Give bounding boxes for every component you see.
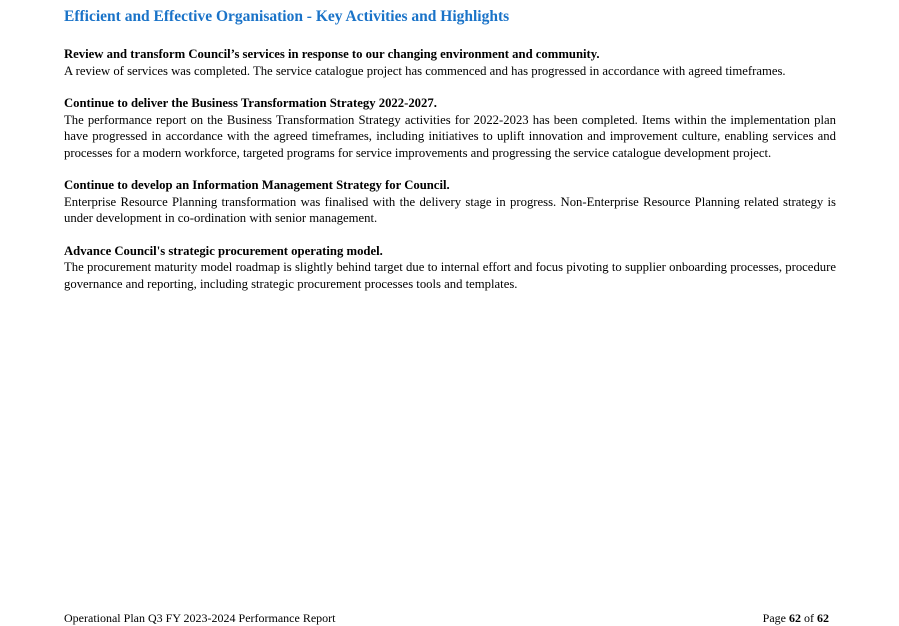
footer-report-name: Operational Plan Q3 FY 2023-2024 Performance Report — [64, 611, 336, 625]
section-business-transformation — [64, 95, 836, 161]
section-procurement — [64, 243, 836, 293]
content-area — [64, 46, 836, 308]
page-separator: of — [804, 611, 814, 625]
section-body: A review of services was completed. The service catalogue project has commenced and has progressed in accordance with agreed timeframes. — [64, 63, 786, 78]
section-heading: Advance Council's strategic procurement operating model. — [64, 243, 383, 258]
section-information-management — [64, 177, 836, 227]
section-body: Enterprise Resource Planning transformation was finalised with the delivery stage in progress. Non-Enterprise Resource Planning related strategy is under development in co-ordination with senior management. — [64, 194, 836, 225]
page-total: 62 — [817, 611, 829, 625]
section-heading: Continue to deliver the Business Transformation Strategy 2022-2027. — [64, 96, 437, 110]
page-footer — [64, 611, 829, 625]
page-title: Efficient and Effective Organisation - Key Activities and Highlights — [64, 8, 510, 25]
page-number — [763, 611, 829, 625]
section-body: The procurement maturity model roadmap is slightly behind target due to internal effort and focus pivoting to supplier onboarding processes, procedure governance and reporting, including strategic procurement processes tools and templates. — [64, 260, 836, 291]
page-prefix: Page — [762, 611, 786, 625]
section-service-review — [64, 46, 836, 79]
section-body: The performance report on the Business Transformation Strategy activities for 2022-2023 has been completed. Items within the implementation plan have progressed in accordance with the agreed timeframes, including initiatives to uplift innovation and improvement culture, enabling services and processes for a modern workforce, targeted programs for service improvements and progressing the service catalogue development project. — [64, 112, 836, 160]
section-heading: Continue to develop an Information Management Strategy for Council. — [64, 178, 450, 192]
page-current: 62 — [789, 611, 801, 625]
section-heading: Review and transform Council’s services in response to our changing environment and community. — [64, 47, 600, 61]
